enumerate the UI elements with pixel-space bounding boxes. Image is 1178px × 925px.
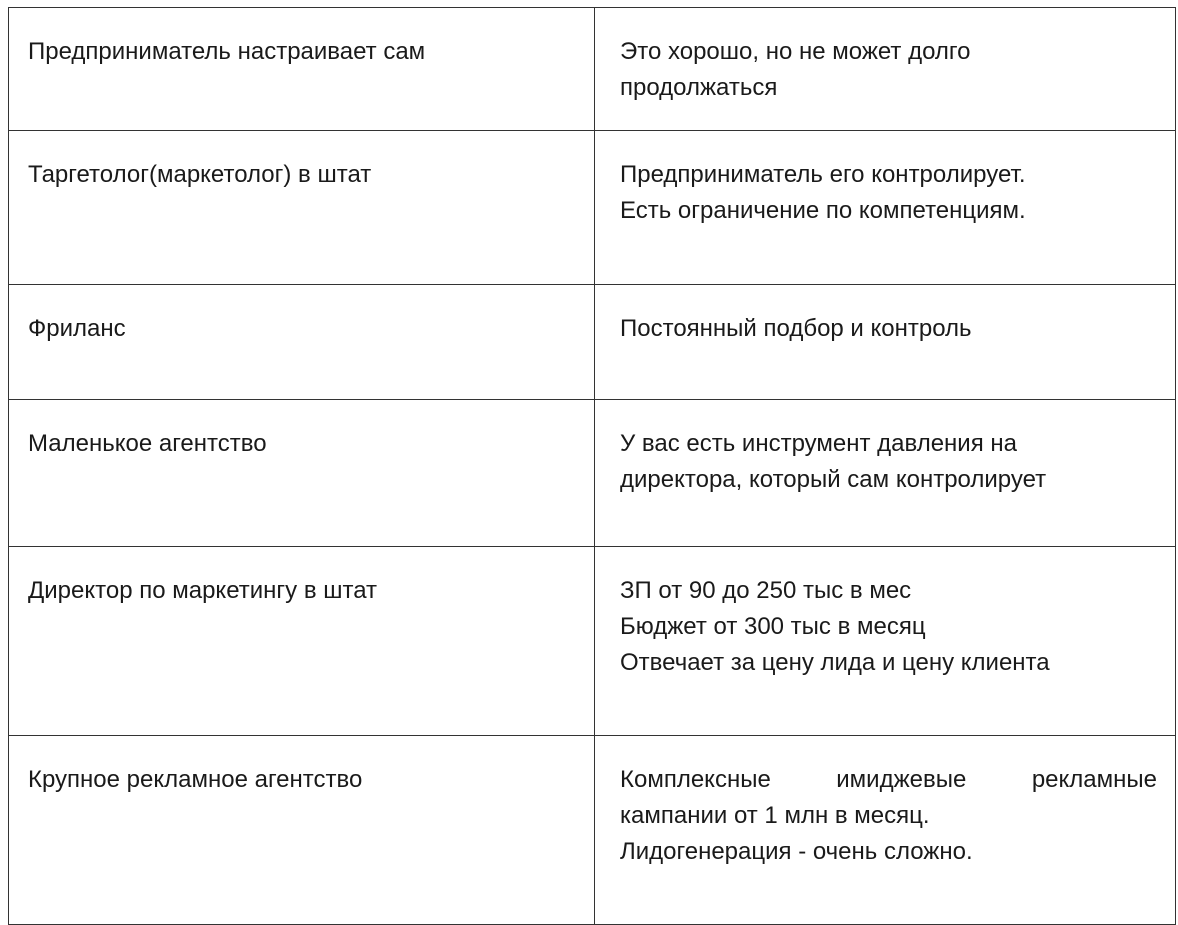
option-cell [9, 736, 595, 925]
comparison-table [8, 7, 1176, 925]
description-cell [595, 285, 1176, 400]
description-line: Есть ограничение по компетенциям. [620, 197, 1026, 224]
option-cell [9, 547, 595, 736]
option-cell [9, 285, 595, 400]
description-cell [595, 131, 1176, 285]
option-label: Предприниматель настраивает сам [28, 38, 426, 65]
option-label: Крупное рекламное агентство [28, 766, 363, 793]
table-row [9, 400, 1176, 547]
description-line: Это хорошо, но не может долго [620, 38, 971, 65]
option-cell [9, 400, 595, 547]
description-line: Лидогенерация - очень сложно. [620, 838, 973, 865]
table-row [9, 8, 1176, 131]
description-cell [595, 547, 1176, 736]
table-row [9, 736, 1176, 925]
table-row [9, 285, 1176, 400]
description-line: кампании от 1 млн в месяц. [620, 802, 930, 829]
option-label: Таргетолог(маркетолог) в штат [28, 161, 372, 188]
description-line: Комплексные имиджевые рекламные [620, 766, 1157, 793]
option-label: Маленькое агентство [28, 430, 267, 457]
description-line: директора, который сам контролирует [620, 466, 1047, 493]
option-cell [9, 131, 595, 285]
description-line: Предприниматель его контролирует. [620, 161, 1026, 188]
table-row [9, 131, 1176, 285]
option-label: Фриланс [28, 315, 126, 342]
table-row [9, 547, 1176, 736]
description-cell [595, 400, 1176, 547]
description-line: У вас есть инструмент давления на [620, 430, 1017, 457]
option-cell [9, 8, 595, 131]
description-line: Бюджет от 300 тыс в месяц [620, 613, 926, 640]
description-line: продолжаться [620, 74, 778, 101]
description-line: ЗП от 90 до 250 тыс в мес [620, 577, 912, 604]
description-cell [595, 8, 1176, 131]
description-line: Отвечает за цену лида и цену клиента [620, 649, 1050, 676]
description-cell [595, 736, 1176, 925]
option-label: Директор по маркетингу в штат [28, 577, 378, 604]
description-line: Постоянный подбор и контроль [620, 315, 972, 342]
